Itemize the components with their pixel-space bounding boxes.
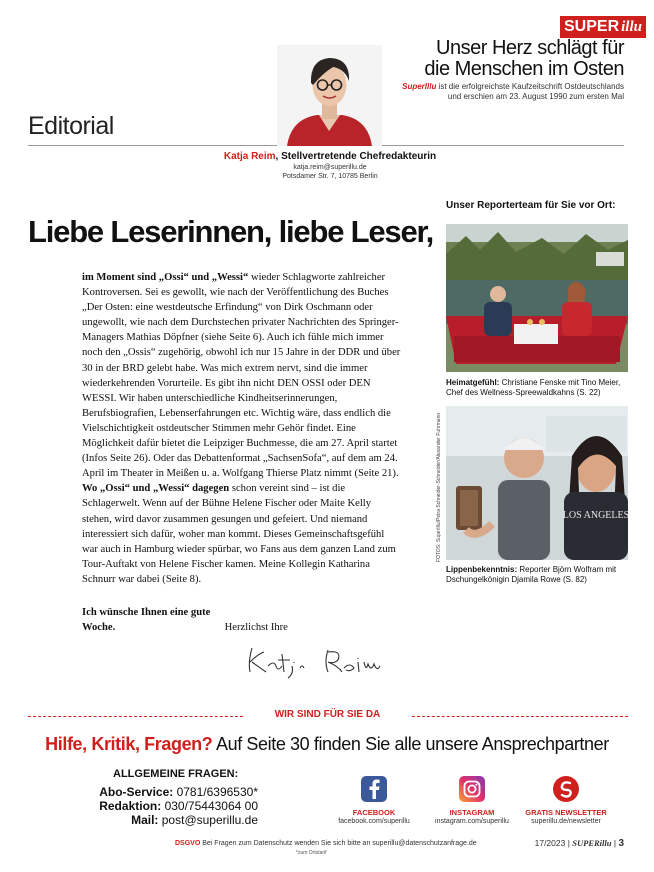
abo-label: Abo-Service: <box>99 785 174 799</box>
author-email[interactable]: katja.reim@superillu.de <box>293 164 367 171</box>
paragraph-1-text: wieder Schlagworte zahlreicher Kontroversen. Sei es gewollt, wie nach der Veröffentlichung des Buches „Der Osten: eine westdeutsche Erfindung“ von Dirk Oschmann oder ungewollt, wie nach dem Durchstechen privater Nachrichten des Springer-Managers Mathias Döpfner (siehe Seite 6). Auch ich fühle mich immer noch den „Ossis“ zugehörig, obwohl ich nur 15 Jahre in der DDR und über 30 in der BRD gelebt habe. Was mich extrem nervt, sind die immer wiederkehrenden Vorurteile. Es gibt ihn nicht DEN OSSI oder DEN WESSI. Wir haben unterschiedliche Kindheitserinnerungen, Berufsbiografien, Lebenserfahrungen etc. Wichtig wäre, dass endlich die Vielschichtigkeit ostdeutscher Stimmen mehr Gehör findet. Eine Möglichkeit dafür bietet die Leipziger Buchmesse, die am 27. April startet (Infos Seite 26). Oder das Debattenformat „SachsenSofa“, auf dem am 24. April im Theater in Meißen u. a. Wolfgang Thierse Platz nimmt (Seite 21). <box>82 272 401 480</box>
slogan-sub-2: und erschien am 23. August 1990 zum ersten Mal <box>447 92 624 101</box>
closing-bold: Ich wünsche Ihnen eine gute Woche. <box>82 607 211 633</box>
closing <box>82 605 402 635</box>
redaktion-label: Redaktion: <box>99 799 162 813</box>
superillu-logo <box>560 16 646 38</box>
author-byline <box>180 151 480 162</box>
caption-1-bold: Heimatgefühl: <box>446 378 500 387</box>
general-questions-label: ALLGEMEINE FRAGEN: <box>113 768 239 780</box>
sweater-lettering: LOS ANGELES <box>562 510 628 521</box>
paragraph-2-text: schon vereint sind – ist die Schlagerwelt. Wenn auf der Bühne Helene Fischer oder Maite Kelly stehen, wird davor zusammen gesungen und gefeiert. Und niemand interessiert sich dafür, woher man kommt. Dieses Gemeinschaftsgefühl war auch in Hamburg wieder spürbar, wo Fans aus dem ganzen Land zum Tour-Auftakt von Helene Fischer kamen. Meine Kollegin Katharina Schnurr war dabei (Seite 8). <box>82 483 396 585</box>
page-number: 3 <box>618 838 624 849</box>
help-line <box>28 734 626 755</box>
instagram-label: INSTAGRAM <box>449 808 495 817</box>
slogan-brand: SuperIllu <box>402 82 437 91</box>
section-title: Editorial <box>28 112 114 140</box>
abo-phone[interactable]: 0781/6396530* <box>173 785 258 799</box>
newsletter-url[interactable]: superillu.de/newsletter <box>531 818 601 825</box>
author-name: Katja Reim <box>223 151 276 162</box>
redaktion-phone[interactable]: 030/75443064 00 <box>161 799 258 813</box>
ortstarif-note: *zum Ortstarif <box>296 850 327 856</box>
paragraph-2 <box>82 481 402 587</box>
dsgvo-note <box>175 840 495 847</box>
photo-credits-text: FOTOS: SuperIllu/Petra Schneider-Schneider/Alexander Fuhrmann <box>436 412 442 562</box>
dsgvo-text: Bei Fragen zum Datenschutz wenden Sie sich bitte an superillu@datenschutzanfrage.de <box>200 840 477 847</box>
lead-bold: im Moment sind „Ossi“ und „Wessi“ <box>82 272 249 283</box>
band-label: WIR SIND FÜR SIE DA <box>274 709 381 720</box>
facebook-label: FACEBOOK <box>352 808 396 817</box>
caption-1 <box>446 378 636 398</box>
author-role: , Stellvertretende Chefredakteurin <box>275 151 437 162</box>
help-bold: Hilfe, Kritik, Fragen? <box>45 734 213 754</box>
newsletter-icon[interactable] <box>553 776 579 802</box>
facebook-link[interactable] <box>326 776 422 825</box>
caption-2-text: Reporter Björn Wolfram mit Dschungelkönigin Djamila Rowe (S. 82) <box>446 565 617 584</box>
caption-1-text: Christiane Fenske mit Tino Meier, Chef des Wellness-Spreewaldkahns (S. 22) <box>446 378 621 397</box>
paragraph-1 <box>82 270 402 481</box>
article-body <box>82 270 402 587</box>
instagram-url[interactable]: instagram.com/superillu <box>435 818 509 825</box>
photo-selfie <box>446 406 628 560</box>
photo-spreewald-boat <box>446 224 628 372</box>
issue-brand: SUPERillu <box>572 838 612 848</box>
caption-2 <box>446 565 636 585</box>
facebook-icon[interactable] <box>361 776 387 802</box>
instagram-icon[interactable] <box>459 776 485 802</box>
author-portrait <box>277 45 382 146</box>
mail-address[interactable]: post@superillu.de <box>158 813 258 827</box>
slogan-line-1: Unser Herz schlägt für <box>436 37 624 59</box>
signature <box>238 640 413 680</box>
band-divider-left <box>28 716 243 718</box>
mail-line <box>30 813 258 827</box>
lead-2-bold: Wo „Ossi“ und „Wessi“ dagegen <box>82 483 230 495</box>
abo-service-line <box>30 785 258 799</box>
article-headline: Liebe Leserinnen, liebe Leser, <box>28 214 434 249</box>
logo-illu-text: illu <box>621 18 642 35</box>
newsletter-link[interactable] <box>518 776 614 825</box>
dsgvo-label: DSGVO <box>175 840 201 847</box>
author-address: Potsdamer Str. 7, 10785 Berlin <box>282 173 378 180</box>
band-divider-right <box>412 716 628 718</box>
instagram-link[interactable] <box>424 776 520 825</box>
photo-credits <box>434 376 442 562</box>
redaktion-line <box>30 799 258 813</box>
issue-number: 17/2023 <box>534 838 566 848</box>
issue-info: 17/2023 | SUPERillu | 3 <box>534 838 624 849</box>
contact-list <box>30 785 258 827</box>
slogan-line-2: die Menschen im Osten <box>424 58 624 80</box>
facebook-url[interactable]: facebook.com/superillu <box>338 818 410 825</box>
caption-2-bold: Lippenbekenntnis: <box>446 565 518 574</box>
slogan-sub-1: ist die erfolgreichste Kaufzeitschrift Ostdeutschlands <box>436 82 624 91</box>
newsletter-label: GRATIS NEWSLETTER <box>525 808 607 817</box>
logo-super-text: SUPER <box>564 18 620 35</box>
slogan-subtext <box>364 82 624 102</box>
help-text: Auf Seite 30 finden Sie alle unsere Ansprechpartner <box>212 734 609 754</box>
closing-regular: Herzlichst Ihre <box>222 622 288 633</box>
mail-label: Mail: <box>131 813 159 827</box>
reporter-team-title: Unser Reporterteam für Sie vor Ort: <box>446 200 616 211</box>
